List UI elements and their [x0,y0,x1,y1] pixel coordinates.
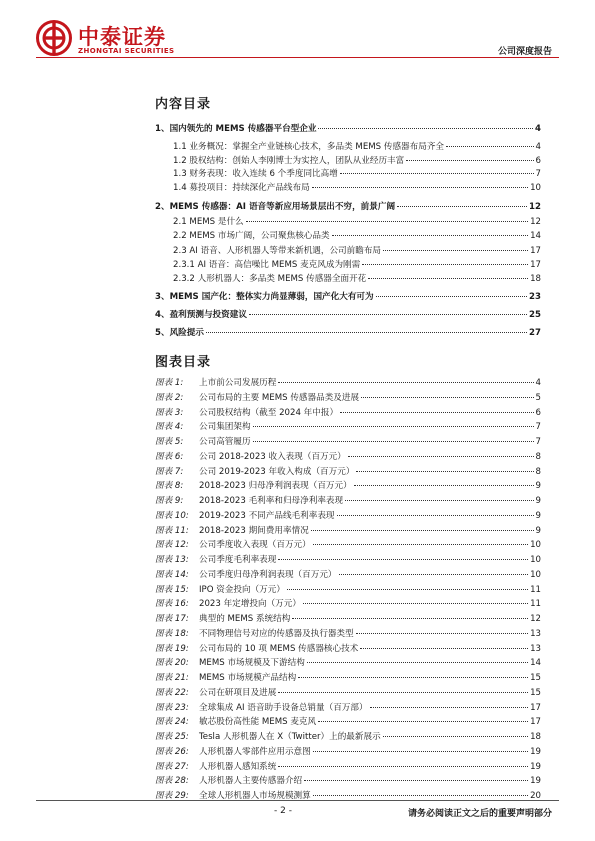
figure-entry-label: IPO 资金投向（万元） [199,584,285,595]
figure-entry-page: 10 [530,569,541,580]
toc-leader-dots [376,296,527,297]
figure-entry-text [155,376,276,388]
toc-leader-dots [368,278,528,279]
figure-entry[interactable] [155,715,541,729]
figure-number: 图表 29: [155,791,189,801]
figure-entry-page: 4 [535,378,541,388]
toc-leader-dots [206,332,527,333]
figure-leader-dots [253,426,534,427]
toc-entry-label: 3、MEMS 国产化：整体实力尚显薄弱，国产化大有可为 [155,292,374,302]
toc-entry[interactable] [155,229,541,243]
figure-number: 图表 3: [155,407,184,418]
toc-leader-dots [332,235,528,236]
toc-entry-label: 1.2 股权结构：创始人李刚博士为实控人，团队从业经历丰富 [173,156,405,166]
figure-entry-text [155,391,359,403]
figure-leader-dots [340,412,533,413]
figure-entry-text [155,730,381,742]
figure-entry[interactable] [155,391,541,405]
figure-entry-page: 13 [530,643,541,654]
figure-entry-page: 5 [535,392,541,403]
figure-entry-label: 公司季度收入表现（百万元） [199,540,311,551]
figure-number: 图表 16: [155,599,189,610]
toc-entry-page: 18 [530,274,541,284]
figure-number: 图表 18: [155,628,189,639]
figure-entry-text [155,450,346,462]
figure-entry[interactable] [155,745,541,759]
figure-entry-label: 2019-2023 不同产品线毛利率表现 [199,510,335,521]
toc-entry-page: 12 [530,217,541,227]
toc-entry-page: 25 [529,310,541,320]
figure-entry-page: 9 [535,481,541,492]
figure-entry-page: 9 [535,525,541,536]
figure-leader-dots [303,603,528,604]
figure-entry-text [155,760,276,772]
figure-entry-label: 敏芯股份高性能 MEMS 麦克风 [199,717,317,728]
figure-entry-text [155,538,311,550]
figure-leader-dots [370,707,528,708]
toc-entry-label: 2.1 MEMS 是什么 [173,217,244,227]
figure-entry-text [155,509,335,521]
figure-leader-dots [278,559,528,560]
figure-entry[interactable] [155,479,541,493]
figure-leader-dots [345,500,533,501]
figure-entry-text [155,686,276,698]
figure-entry[interactable] [155,420,541,434]
figure-entry-label: 人形机器人零部件应用示意图 [199,746,311,757]
report-type-label: 公司深度报告 [497,47,552,57]
figure-leader-dots [278,692,528,693]
figure-entry-text [155,715,316,727]
figure-entry[interactable] [155,774,541,788]
figure-entry-page: 19 [530,746,541,757]
figure-number: 图表 5: [155,437,184,447]
toc-entry-page: 12 [529,202,541,212]
figure-entry-text [155,671,296,683]
figure-entry[interactable] [155,494,541,508]
logo-chinese-name: 中泰证券 [78,25,166,49]
figure-number: 图表 9: [155,496,184,506]
figures-toc-title: 图表目录 [155,355,212,370]
toc-leader-dots [406,160,533,161]
toc-entry-label: 2.3 AI 语音、人形机器人等带来新机遇，公司前瞻布局 [173,246,382,256]
toc-leader-dots [383,250,528,251]
figure-entry-text [155,583,285,595]
figure-leader-dots [318,721,528,722]
figure-leader-dots [313,544,528,545]
toc-entry-label: 1.4 募投项目：持续深化产品线布局 [173,183,310,193]
figure-entry-page: 15 [530,673,541,683]
figure-entry[interactable] [155,524,541,538]
company-logo [36,20,236,60]
toc-entry-page: 4 [535,124,541,134]
figure-leader-dots [253,441,534,442]
figure-entry[interactable] [155,642,541,656]
figure-entry-page: 13 [530,628,541,639]
figure-number: 图表 1: [155,378,184,388]
figure-number: 图表 21: [155,673,189,683]
figure-leader-dots [304,780,528,781]
figure-entry-label: 公司季度毛利率表现 [199,555,277,565]
figure-number: 图表 26: [155,746,189,757]
disclaimer-note: 请务必阅读正文之后的重要声明部分 [407,809,552,819]
figure-entry-label: 公司季度归母净利润表现（百万元） [199,569,337,580]
figure-entry[interactable] [155,538,541,552]
figure-leader-dots [348,456,534,457]
figure-entry-label: 公司布局的主要 MEMS 传感器品类及进展 [199,392,360,403]
toc-entry[interactable] [155,140,541,154]
toc-entry-page: 27 [529,328,541,338]
figure-entry-label: 典型的 MEMS 系统结构 [199,614,291,624]
figure-entry-page: 14 [530,658,541,669]
toc-leader-dots [397,206,527,207]
figure-entry[interactable] [155,612,541,626]
figure-number: 图表 10: [155,510,189,521]
figure-entry-page: 19 [530,761,541,772]
footer-divider [36,800,559,801]
toc-entry[interactable] [155,181,541,195]
figure-entry-page: 9 [535,496,541,506]
figure-number: 图表 7: [155,466,184,477]
figure-entry[interactable] [155,760,541,774]
figure-leader-dots [356,633,528,634]
toc-entry-label: 1、国内领先的 MEMS 传感器平台型企业 [155,124,317,134]
figure-entry-text [155,494,343,506]
figure-entry-page: 6 [535,407,541,418]
toc-entry-page: 17 [530,246,541,256]
figure-entry[interactable] [155,568,541,582]
figure-entry[interactable] [155,701,541,715]
figure-leader-dots [354,485,534,486]
toc-entry-page: 17 [530,260,541,270]
figure-entry-text [155,745,311,757]
header-divider [36,57,559,58]
figure-entry-page: 17 [530,717,541,728]
toc-leader-dots [246,221,528,222]
figure-entry-text [155,553,276,565]
figure-number: 图表 15: [155,584,189,595]
figure-leader-dots [361,397,533,398]
figure-entry-text [155,435,251,447]
figure-entry-text [155,656,305,668]
figure-leader-dots [292,618,528,619]
toc-leader-dots [340,173,534,174]
figure-entry[interactable] [155,509,541,523]
toc-entry[interactable] [155,154,541,168]
figure-number: 图表 22: [155,687,189,698]
toc-entry-label: 2.2 MEMS 市场广阔，公司聚焦核心品类 [173,231,330,241]
figure-entry-page: 8 [535,451,541,462]
toc-entry[interactable] [155,167,541,181]
figure-leader-dots [360,648,528,649]
figure-leader-dots [356,471,533,472]
toc-entry[interactable] [155,272,541,286]
toc-entry-page: 14 [530,231,541,241]
figure-leader-dots [287,589,528,590]
toc-entry-page: 6 [535,156,541,166]
figure-entry-label: 公司 2018-2023 收入表现（百万元） [199,451,346,462]
figure-entry[interactable] [155,435,541,449]
figure-entry-label: 2018-2023 期间费用率情况 [199,525,309,536]
figure-number: 图表 17: [155,614,189,624]
figure-entry[interactable] [155,686,541,700]
figure-entry-text [155,406,338,418]
toc-entry[interactable] [155,244,541,258]
figure-number: 图表 24: [155,717,189,728]
figure-entry[interactable] [155,671,541,685]
toc-entry[interactable] [155,326,541,340]
toc-entry[interactable] [155,290,541,304]
toc-entry[interactable] [155,122,541,136]
toc-entry-label: 5、风险提示 [155,328,204,338]
toc-leader-dots [446,146,534,147]
figure-entry-text [155,612,290,624]
page-number: - 2 - [274,806,292,816]
figure-entry-text [155,465,354,477]
figure-entry-label: 公司高管履历 [199,437,251,447]
figure-entry-label: Tesla 人形机器人在 X（Twitter）上的最新展示 [199,732,381,742]
figure-entry-page: 11 [530,599,541,610]
figure-number: 图表 27: [155,761,189,772]
figure-leader-dots [278,766,528,767]
figure-number: 图表 14: [155,569,189,580]
figure-entry-label: 2018-2023 归母净利润表现（百万元） [199,481,352,492]
toc-entry[interactable] [155,215,541,229]
figure-entry-text [155,774,302,786]
figure-leader-dots [339,574,529,575]
figure-entry[interactable] [155,583,541,597]
toc-entry-label: 4、盈利预测与投资建议 [155,310,247,320]
figure-entry-page: 17 [530,702,541,713]
figure-leader-dots [298,677,528,678]
figure-number: 图表 11: [155,525,189,536]
logo-english-name: ZHONGTAI SECURITIES [78,47,175,55]
figure-entry-text [155,420,251,432]
figure-entry[interactable] [155,730,541,744]
figure-leader-dots [307,662,528,663]
figure-entry-page: 7 [535,437,541,447]
figure-entry[interactable] [155,450,541,464]
toc-entry-label: 2、MEMS 传感器：AI 语音等新应用场景层出不穷，前景广阔 [155,202,396,212]
figure-number: 图表 20: [155,658,189,669]
toc-entry-label: 1.1 业务概况：掌握全产业链核心技术，多品类 MEMS 传感器布局齐全 [173,142,445,152]
figure-entry-page: 11 [530,584,541,595]
toc-leader-dots [312,187,528,188]
figure-entry-label: 人形机器人感知系统 [199,761,277,772]
figure-number: 图表 8: [155,481,184,492]
figure-entry-text [155,568,337,580]
figure-entry[interactable] [155,406,541,420]
figure-entry-text [155,597,301,609]
figure-entry-label: 上市前公司发展历程 [199,378,277,388]
toc-entry-page: 4 [535,142,541,152]
figure-number: 图表 28: [155,776,189,787]
figure-entry-label: 2023 年定增投向（万元） [199,599,301,610]
figure-entry-label: 公司 2019-2023 年收入构成（百万元） [199,466,355,477]
figure-entry-text [155,479,352,491]
figure-entry-label: 人形机器人主要传感器介绍 [199,776,303,787]
toc-entry[interactable] [155,308,541,322]
figure-entry-label: MEMS 市场规模产品结构 [199,673,297,683]
zhongtai-logo-icon [36,20,72,56]
figure-entry-label: 公司股权结构（截至 2024 年中报） [199,407,339,418]
toc-entry-page: 23 [529,292,541,302]
figure-entry-label: 全球人形机器人市场规模测算 [199,791,311,801]
figure-entry-label: 公司布局的 10 项 MEMS 传感器核心技术 [199,643,359,654]
figure-number: 图表 4: [155,422,184,433]
figure-entry-label: MEMS 市场规模及下游结构 [199,658,305,669]
figure-entry-text [155,642,358,654]
figure-entry-text [155,524,309,536]
figure-entry[interactable] [155,656,541,670]
figure-entry-label: 全球集成 AI 语音助手设备总销量（百万部） [199,702,368,713]
figure-entry[interactable] [155,376,541,390]
toc-leader-dots [318,128,533,129]
toc-leader-dots [362,264,528,265]
figure-entry-label: 2018-2023 毛利率和归母净利率表现 [199,496,344,506]
toc-title: 内容目录 [155,97,212,112]
figure-entry-page: 10 [530,540,541,551]
figure-entry-page: 18 [530,732,541,742]
figure-entry-label: 不同物理信号对应的传感器及执行器类型 [199,628,354,639]
figure-entry-page: 12 [530,614,541,624]
figure-leader-dots [337,515,534,516]
figure-number: 图表 25: [155,732,189,742]
figure-number: 图表 19: [155,643,189,654]
figure-number: 图表 23: [155,702,189,713]
figure-leader-dots [383,736,528,737]
figure-entry-page: 20 [530,791,541,801]
figure-entry-page: 9 [535,510,541,521]
figure-entry-page: 7 [535,422,541,433]
figure-entry-page: 10 [530,555,541,565]
figure-entry[interactable] [155,597,541,611]
figure-entry[interactable] [155,553,541,567]
toc-entry-label: 2.3.2 人形机器人：多品类 MEMS 传感器全面开花 [173,274,367,284]
figure-entry[interactable] [155,465,541,479]
figure-entry-label: 公司在研项目及进展 [199,687,277,698]
figure-leader-dots [313,751,528,752]
figure-number: 图表 2: [155,392,184,403]
figure-number: 图表 6: [155,451,184,462]
toc-entry-page: 10 [530,183,541,193]
figure-leader-dots [313,795,528,796]
toc-entry-page: 7 [535,169,541,179]
toc-entry-label: 2.3.1 AI 语音：高信噪比 MEMS 麦克风成为刚需 [173,260,361,270]
figure-entry-text [155,627,354,639]
toc-leader-dots [249,314,527,315]
toc-entry-label: 1.3 财务表现：收入连续 6 个季度同比高增 [173,169,338,179]
figure-leader-dots [311,530,534,531]
toc-entry[interactable] [155,258,541,272]
figure-entry-page: 15 [530,687,541,698]
figure-entry-page: 8 [535,466,541,477]
toc-entry[interactable] [155,200,541,214]
figure-entry-text [155,701,368,713]
figure-entry-label: 公司集团架构 [199,422,251,433]
figure-number: 图表 13: [155,555,189,565]
figure-leader-dots [278,382,533,383]
figure-number: 图表 12: [155,540,189,551]
figure-entry[interactable] [155,627,541,641]
figure-entry-page: 19 [530,776,541,787]
